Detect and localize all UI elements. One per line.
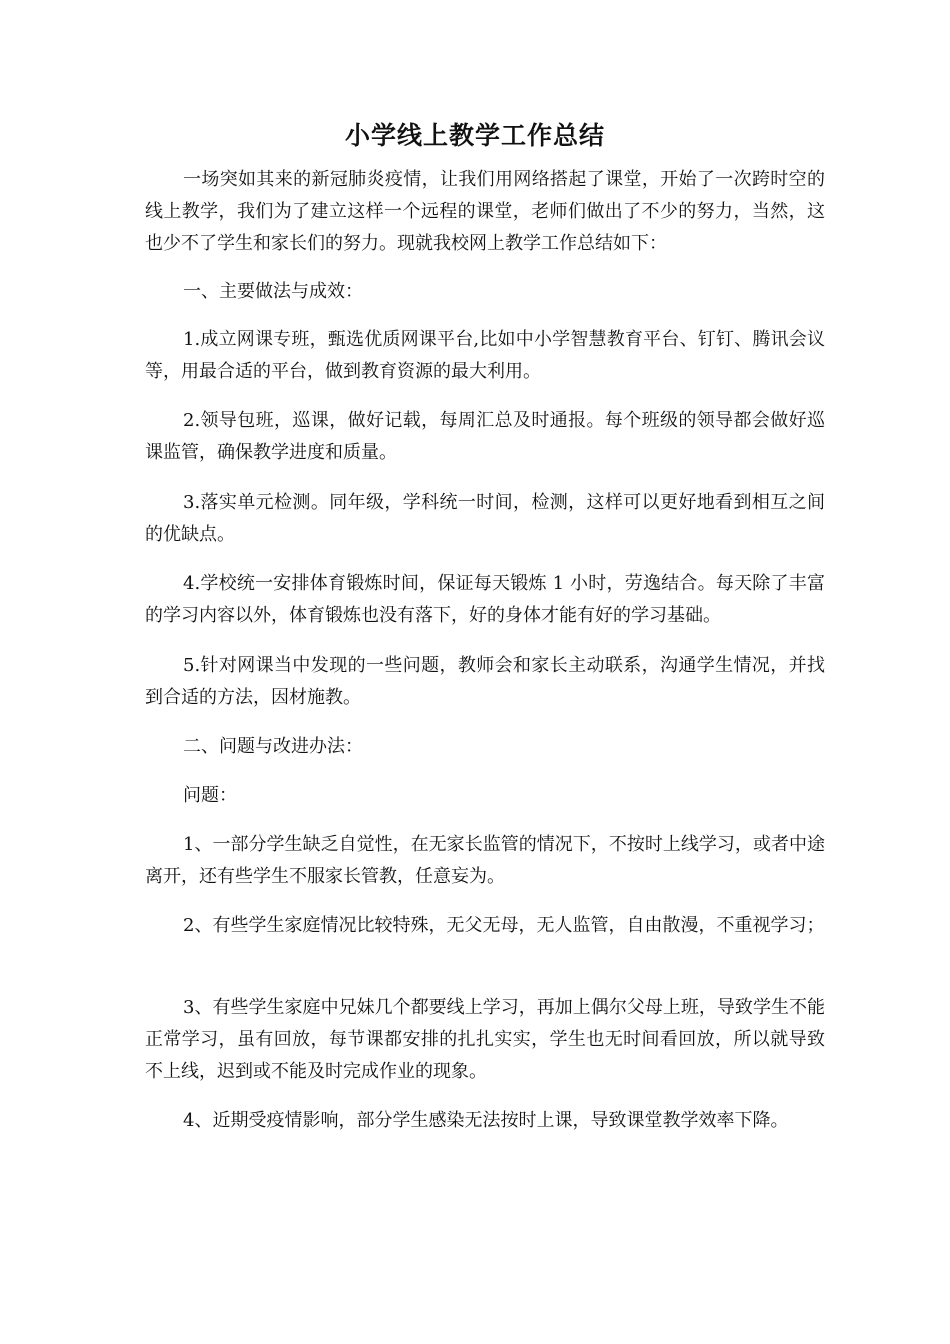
section-heading-problems: 二、问题与改进办法：	[183, 736, 363, 757]
practice-item-3: 3.落实单元检测。同年级，学科统一时间，检测，这样可以更好地看到相互之间的优缺点。	[145, 492, 825, 545]
problem-item-3: 3、有些学生家庭中兄妹几个都要线上学习，再加上偶尔父母上班，导致学生不能正常学习，虽有回放，每节课都安排的扎扎实实，学生也无时间看回放，所以就导致不上线，迟到或不能及时完成作业的现象。	[145, 997, 825, 1082]
practice-item-4: 4.学校统一安排体育锻炼时间，保证每天锻炼 1 小时，劳逸结合。每天除了丰富的学习内容以外，体育锻炼也没有落下，好的身体才能有好的学习基础。	[145, 573, 825, 626]
intro-paragraph: 一场突如其来的新冠肺炎疫情，让我们用网络搭起了课堂，开始了一次跨时空的线上教学，我们为了建立这样一个远程的课堂，老师们做出了不少的努力，当然，这也少不了学生和家长们的努力。现就我校网上教学工作总结如下：	[145, 169, 825, 254]
problem-item-2: 2、有些学生家庭情况比较特殊，无父无母，无人监管，自由散漫，不重视学习；	[183, 915, 825, 936]
problems-label: 问题：	[183, 785, 237, 806]
problem-item-4: 4、近期受疫情影响，部分学生感染无法按时上课，导致课堂教学效率下降。	[183, 1110, 789, 1131]
section-heading-practices: 一、主要做法与成效：	[183, 281, 363, 302]
practice-item-1: 1.成立网课专班，甄选优质网课平台,比如中小学智慧教育平台、钉钉、腾讯会议等，用最合适的平台，做到教育资源的最大利用。	[145, 329, 825, 382]
document-title: 小学线上教学工作总结	[344, 121, 605, 150]
practice-item-5: 5.针对网课当中发现的一些问题，教师会和家长主动联系，沟通学生情况，并找到合适的方法，因材施教。	[145, 655, 825, 708]
practice-item-2: 2.领导包班，巡课，做好记载，每周汇总及时通报。每个班级的领导都会做好巡课监管，确保教学进度和质量。	[145, 410, 825, 463]
problem-item-1: 1、一部分学生缺乏自觉性，在无家长监管的情况下，不按时上线学习，或者中途离开，还有些学生不服家长管教，任意妄为。	[145, 834, 825, 887]
